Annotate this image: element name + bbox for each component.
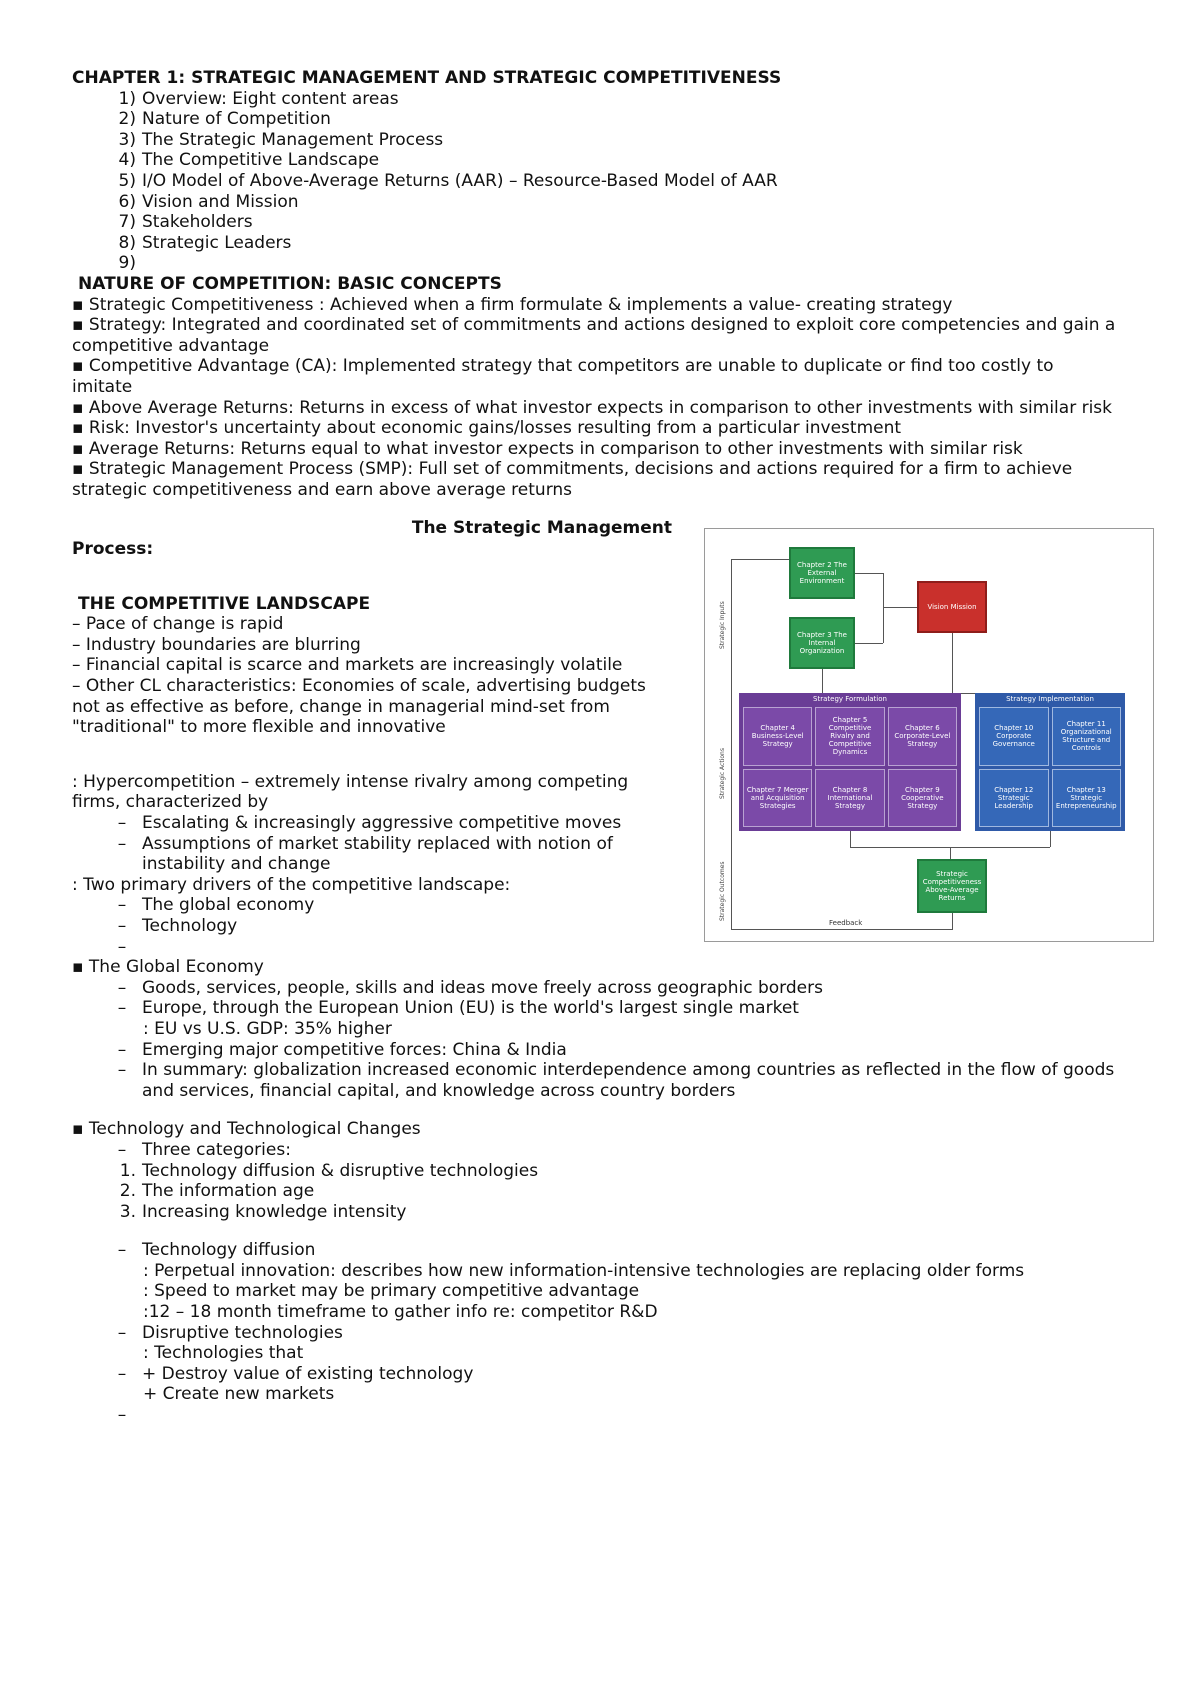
hyper-list — [72, 813, 677, 875]
dash-marker: – — [117, 1060, 127, 1081]
global-item-text: Europe, through the European Union (EU) is the world's largest single market — [142, 998, 799, 1019]
global-item — [72, 978, 1117, 999]
external-environment-box: Chapter 2 The External Environment — [789, 547, 855, 599]
formulation-cell: Chapter 7 Merger and Acquisition Strategies — [743, 769, 812, 828]
item-number: 3) — [118, 129, 136, 150]
global-heading: ▪ The Global Economy — [72, 957, 264, 978]
global-sub-item: : EU vs U.S. GDP: 35% higher — [143, 1018, 392, 1039]
item-text: I/O Model of Above-Average Returns (AAR) – Resource-Based Model of AAR — [142, 170, 778, 191]
dash-marker: – — [117, 915, 127, 936]
nature-item: ▪ Average Returns: Returns equal to what investor expects in comparison to other investments with similar risk — [72, 438, 1023, 459]
nature-heading: NATURE OF COMPETITION: BASIC CONCEPTS — [78, 273, 502, 294]
tech-category-list — [72, 1161, 1132, 1223]
side-label-outcomes: Strategic Outcomes — [719, 861, 726, 921]
connector — [855, 643, 883, 644]
nature-item: ▪ Risk: Investor's uncertainty about economic gains/losses resulting from a particular investment — [72, 418, 902, 439]
item-text: Technology diffusion & disruptive technologies — [142, 1160, 539, 1181]
dash-marker: – — [117, 1240, 127, 1261]
implementation-cell: Chapter 11 Organizational Structure and Controls — [1052, 707, 1122, 766]
formulation-cell: Chapter 9 Cooperative Strategy — [888, 769, 957, 828]
hyper-item — [72, 834, 677, 875]
formulation-grid — [743, 707, 957, 827]
spacer — [72, 1222, 1132, 1240]
formulation-cell: Chapter 5 Competitive Rivalry and Competitive Dynamics — [815, 707, 884, 766]
global-item — [72, 1060, 1117, 1101]
global-item — [72, 998, 1117, 1019]
item-text: The Strategic Management Process — [142, 129, 444, 150]
tech-detail-sub-item: + Create new markets — [143, 1384, 335, 1405]
tech-categories-label — [72, 1140, 1132, 1161]
overview-item — [72, 212, 1132, 233]
formulation-panel — [739, 693, 961, 831]
nature-item: ▪ Above Average Returns: Returns in excess of what investor expects in comparison to other investments with similar risk — [72, 397, 1113, 418]
implementation-cell: Chapter 10 Corporate Governance — [979, 707, 1049, 766]
implementation-cell: Chapter 13 Strategic Entrepreneurship — [1052, 769, 1122, 828]
hypercompetition-text: : Hypercompetition – extremely intense rivalry among competing firms, characterized by — [72, 771, 629, 813]
formulation-cell: Chapter 8 International Strategy — [815, 769, 884, 828]
overview-list — [72, 89, 1132, 274]
tech-detail-sub-item: : Speed to market may be primary competitive advantage — [143, 1281, 640, 1302]
connector — [850, 831, 851, 847]
landscape-heading: THE COMPETITIVE LANDSCAPE — [78, 593, 371, 614]
item-number: 5) — [118, 170, 136, 191]
tech-detail-item-text: Technology diffusion — [142, 1240, 316, 1261]
internal-organization-box: Chapter 3 The Internal Organization — [789, 617, 855, 669]
nature-item: ▪ Strategic Competitiveness : Achieved when a firm formulate & implements a value- creating strategy — [72, 294, 953, 315]
driver-item-text: The global economy — [142, 895, 315, 916]
connector — [883, 607, 917, 608]
tech-heading: ▪ Technology and Technological Changes — [72, 1119, 421, 1140]
global-item-text: Goods, services, people, skills and ideas move freely across geographic borders — [142, 977, 823, 998]
tech-detail-item-text: Disruptive technologies — [142, 1322, 343, 1343]
overview-item — [72, 192, 1132, 213]
drivers-text: : Two primary drivers of the competitive landscape: — [72, 874, 511, 895]
tech-detail-item — [72, 1364, 1117, 1385]
item-number: 6) — [118, 191, 136, 212]
tech-detail-sub-item: : Technologies that — [143, 1343, 304, 1364]
overview-item — [72, 109, 1132, 130]
overview-item — [72, 233, 1132, 254]
tech-detail-sub-item: : Perpetual innovation: describes how new information-intensive technologies are replacing older forms — [143, 1260, 1025, 1281]
item-text: Overview: Eight content areas — [142, 88, 399, 109]
implementation-title: Strategy Implementation — [1006, 695, 1094, 703]
dash-marker: – — [117, 1405, 127, 1426]
spacer — [72, 500, 1132, 518]
hyper-item-text: Assumptions of market stability replaced with notion of instability and change — [142, 833, 613, 875]
tech-detail-item — [72, 1240, 1117, 1261]
connector — [950, 847, 951, 859]
implementation-grid — [979, 707, 1121, 827]
nature-item: ▪ Strategic Management Process (SMP): Full set of commitments, decisions and actions required for a firm to achieve strategic competitiveness and earn above average returns — [72, 459, 1073, 500]
item-number: 9) — [118, 253, 136, 274]
implementation-cell: Chapter 12 Strategic Leadership — [979, 769, 1049, 828]
smp-heading-line1: The Strategic Management — [411, 518, 672, 539]
nature-item: ▪ Competitive Advantage (CA): Implemented strategy that competitors are unable to duplicate or find too costly to imitate — [72, 356, 1054, 397]
feedback-line — [731, 559, 789, 560]
tech-detail-item — [72, 1323, 1117, 1344]
item-text: The Competitive Landscape — [142, 150, 380, 171]
global-item-text: Emerging major competitive forces: China & India — [142, 1039, 567, 1060]
connector — [855, 573, 883, 574]
overview-item — [72, 150, 1132, 171]
feedback-line — [731, 559, 732, 929]
landscape-item: – Other CL characteristics: Economies of scale, advertising budgets not as effective as before, change in managerial mind-set from "traditional" to more flexible and innovative — [72, 676, 646, 738]
dash-marker: – — [117, 1322, 127, 1343]
global-item — [72, 1040, 1117, 1061]
tech-detail-sub-item: :12 – 18 month timeframe to gather info re: competitor R&D — [143, 1302, 658, 1323]
item-text: Vision and Mission — [142, 191, 299, 212]
dash-marker: – — [117, 936, 127, 957]
dash-marker: – — [117, 977, 127, 998]
vision-mission-box: Vision Mission — [917, 581, 987, 633]
item-number: 1) — [118, 88, 136, 109]
landscape-item: – Financial capital is scarce and markets are increasingly volatile — [72, 655, 623, 676]
item-text: The information age — [142, 1181, 315, 1202]
overview-item — [72, 130, 1132, 151]
landscape-item: – Pace of change is rapid — [72, 614, 284, 635]
tech-detail-list — [72, 1240, 1117, 1425]
item-number: 7) — [118, 212, 136, 233]
nature-list — [72, 295, 1117, 501]
spacer — [72, 1101, 1132, 1119]
dash-marker: – — [117, 833, 127, 854]
connector — [1050, 831, 1051, 847]
feedback-line — [952, 913, 953, 929]
connector — [822, 669, 823, 693]
global-list — [72, 978, 1117, 1102]
formulation-cell: Chapter 6 Corporate-Level Strategy — [888, 707, 957, 766]
item-text: Increasing knowledge intensity — [142, 1201, 407, 1222]
tech-detail-item-text: + Destroy value of existing technology — [142, 1363, 474, 1384]
item-number: 1. — [119, 1160, 136, 1181]
dash-marker: – — [117, 998, 127, 1019]
chapter-title: CHAPTER 1: STRATEGIC MANAGEMENT AND STRATEGIC COMPETITIVENESS — [72, 68, 782, 88]
landscape-list — [72, 614, 677, 738]
hyper-item — [72, 813, 677, 834]
dash-marker: – — [117, 1039, 127, 1060]
dash-marker: – — [117, 1139, 127, 1160]
item-text: Stakeholders — [142, 212, 253, 233]
formulation-title: Strategy Formulation — [813, 695, 887, 703]
tech-detail-item — [72, 1405, 1117, 1426]
tech-categories-label-text: Three categories: — [142, 1139, 291, 1160]
overview-item — [72, 253, 1132, 274]
item-number: 4) — [118, 150, 136, 171]
feedback-line — [731, 929, 953, 930]
hyper-item-text: Escalating & increasingly aggressive competitive moves — [142, 813, 622, 833]
dash-marker: – — [117, 895, 127, 916]
nature-item: ▪ Strategy: Integrated and coordinated set of commitments and actions designed to exploit core competencies and gain a competitive advantage — [72, 315, 1116, 356]
side-label-actions: Strategic Actions — [719, 748, 726, 799]
smp-heading — [72, 518, 672, 559]
smp-diagram — [704, 528, 1154, 942]
landscape-item: – Industry boundaries are blurring — [72, 634, 361, 655]
item-text: Nature of Competition — [142, 109, 331, 130]
global-item-text: In summary: globalization increased economic interdependence among countries as reflected in the flow of goods and services, financial capital, and knowledge across country borders — [142, 1060, 1115, 1101]
feedback-label: Feedback — [829, 919, 863, 927]
item-text: Strategic Leaders — [142, 232, 292, 253]
tech-category-item — [72, 1181, 1132, 1202]
item-number: 2) — [118, 109, 136, 130]
dash-marker: – — [117, 813, 127, 833]
tech-category-item — [72, 1202, 1132, 1223]
item-number: 2. — [119, 1181, 136, 1202]
overview-item — [72, 89, 1132, 110]
driver-item-text: Technology — [142, 915, 238, 936]
connector — [952, 633, 953, 693]
item-number: 3. — [119, 1201, 136, 1222]
item-number: 8) — [118, 232, 136, 253]
connector — [883, 573, 884, 643]
outcome-box: Strategic Competitiveness Above-Average Returns — [917, 859, 987, 913]
side-label-inputs: Strategic Inputs — [719, 601, 726, 649]
overview-item — [72, 171, 1132, 192]
dash-marker: – — [117, 1363, 127, 1384]
formulation-cell: Chapter 4 Business-Level Strategy — [743, 707, 812, 766]
implementation-panel — [975, 693, 1125, 831]
tech-category-item — [72, 1161, 1132, 1182]
smp-heading-line2: Process: — [72, 539, 154, 560]
